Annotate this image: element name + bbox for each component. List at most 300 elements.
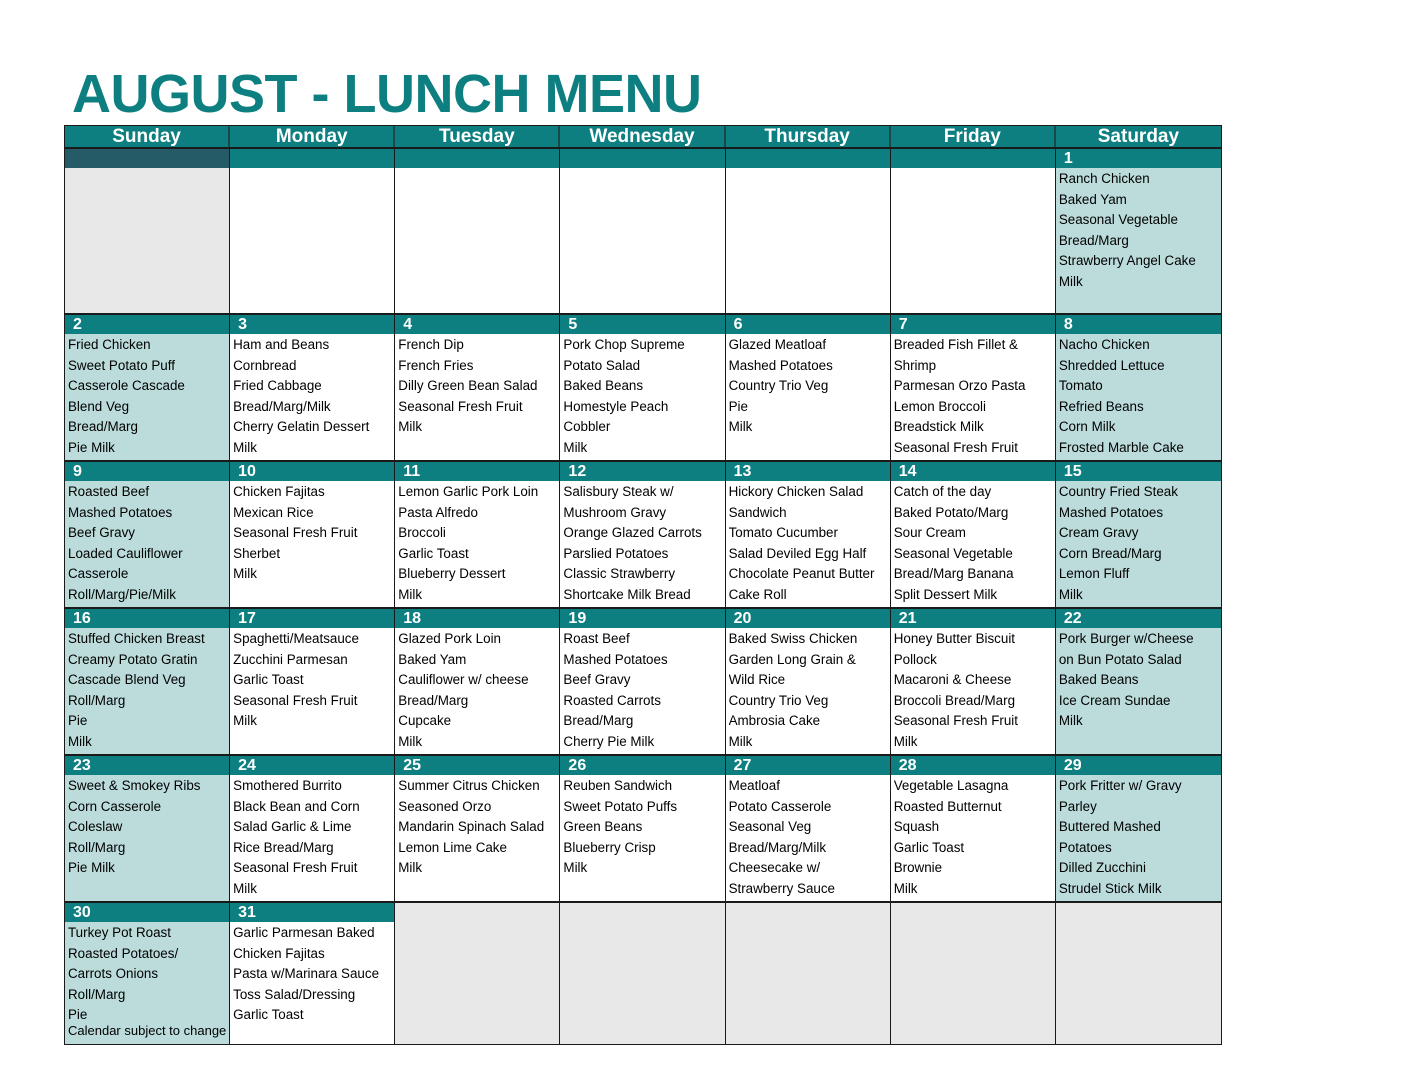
day-cell-21 bbox=[891, 609, 1056, 754]
day-cell-31 bbox=[230, 903, 395, 1044]
day-number: 28 bbox=[891, 756, 1055, 775]
menu-items bbox=[1056, 775, 1221, 901]
menu-item: Shortcake Milk Bread bbox=[563, 586, 691, 602]
weekday-header-monday: Monday bbox=[230, 126, 395, 147]
menu-item: Cornbread bbox=[233, 357, 297, 373]
menu-items bbox=[395, 168, 559, 313]
day-cell-15 bbox=[1056, 462, 1221, 607]
menu-item: Beef Gravy bbox=[563, 672, 631, 688]
menu-item: Sweet Potato Puffs bbox=[563, 798, 678, 814]
day-cell-16 bbox=[65, 609, 230, 754]
day-number: 16 bbox=[65, 609, 229, 628]
menu-item: Pasta w/Marinara Sauce bbox=[233, 966, 380, 982]
menu-item: Green Beans bbox=[563, 819, 643, 835]
day-number: 11 bbox=[395, 462, 559, 481]
menu-item: Corn Casserole bbox=[68, 798, 162, 814]
menu-item: Milk bbox=[233, 880, 257, 896]
menu-item: Mushroom Gravy bbox=[563, 504, 667, 520]
day-number: 1 bbox=[1056, 149, 1221, 168]
menu-item: Blend Veg bbox=[68, 398, 130, 414]
menu-item: Pollock bbox=[893, 651, 937, 667]
menu-item: Honey Butter Biscuit bbox=[893, 631, 1016, 646]
day-cell-3 bbox=[230, 315, 395, 460]
day-number bbox=[230, 149, 394, 168]
menu-item: Cherry Gelatin Dessert bbox=[233, 419, 370, 435]
footnote: Calendar subject to change bbox=[68, 1023, 227, 1038]
weekday-header-tuesday: Tuesday bbox=[395, 126, 560, 147]
menu-item: Bread/Marg/Milk bbox=[728, 839, 827, 855]
menu-item: Garlic Toast bbox=[893, 839, 965, 855]
day-number: 24 bbox=[230, 756, 394, 775]
menu-item: Turkey Pot Roast bbox=[68, 925, 171, 940]
menu-item: Fried Chicken bbox=[68, 337, 151, 352]
day-cell-20 bbox=[726, 609, 891, 754]
menu-item: Seasonal Vegetable bbox=[893, 545, 1013, 561]
week-row bbox=[65, 901, 1221, 1044]
day-number: 8 bbox=[1056, 315, 1221, 334]
day-cell-10 bbox=[230, 462, 395, 607]
menu-item: Seasoned Orzo bbox=[398, 798, 492, 814]
menu-item: Fried Cabbage bbox=[233, 378, 322, 394]
page-title: AUGUST - LUNCH MENU bbox=[72, 64, 702, 124]
menu-items bbox=[560, 334, 724, 460]
menu-item: Seasonal Vegetable bbox=[1058, 212, 1178, 228]
day-cell-11 bbox=[395, 462, 560, 607]
menu-item: Stuffed Chicken Breast bbox=[68, 631, 205, 646]
day-cell-26 bbox=[560, 756, 725, 901]
day-number: 15 bbox=[1056, 462, 1221, 481]
day-cell-13 bbox=[726, 462, 891, 607]
empty-day-cell bbox=[891, 903, 1056, 1044]
day-number: 4 bbox=[395, 315, 559, 334]
menu-items bbox=[560, 628, 724, 754]
menu-item: Tomato Cucumber bbox=[728, 525, 838, 541]
menu-item: Smothered Burrito bbox=[233, 778, 342, 793]
menu-item: Roll/Marg/Pie/Milk bbox=[68, 586, 176, 602]
menu-item: Refried Beans bbox=[1058, 398, 1144, 414]
menu-items bbox=[891, 334, 1055, 460]
menu-item: Squash bbox=[893, 819, 940, 835]
menu-item: Wild Rice bbox=[728, 672, 786, 688]
menu-item: Bread/Marg bbox=[398, 692, 469, 708]
empty-day-cell bbox=[726, 149, 891, 313]
menu-item: Cauliflower w/ cheese bbox=[398, 672, 529, 688]
day-number: 30 bbox=[65, 903, 229, 922]
menu-item: Salad Deviled Egg Half bbox=[728, 545, 867, 561]
menu-item: Breaded Fish Fillet & bbox=[893, 337, 1018, 352]
weekday-header-thursday: Thursday bbox=[726, 126, 891, 147]
menu-item: Zucchini Parmesan bbox=[233, 651, 348, 667]
day-number: 27 bbox=[726, 756, 890, 775]
menu-item: Casserole Cascade bbox=[68, 378, 185, 394]
menu-item: Ambrosia Cake bbox=[728, 713, 821, 729]
menu-items bbox=[891, 775, 1055, 901]
menu-items bbox=[65, 334, 229, 460]
menu-item: Roasted Beef bbox=[68, 484, 150, 499]
day-number: 10 bbox=[230, 462, 394, 481]
menu-item: Pork Chop Supreme bbox=[563, 337, 685, 352]
day-cell-14 bbox=[891, 462, 1056, 607]
day-number: 7 bbox=[891, 315, 1055, 334]
menu-item: Mashed Potatoes bbox=[728, 357, 833, 373]
menu-items bbox=[395, 334, 559, 460]
menu-items bbox=[726, 334, 890, 460]
day-number: 29 bbox=[1056, 756, 1221, 775]
menu-item: Milk bbox=[398, 733, 423, 749]
menu-item: Shrimp bbox=[893, 357, 937, 373]
day-number bbox=[726, 149, 890, 168]
menu-item: Ice Cream Sundae bbox=[1058, 692, 1171, 708]
menu-item: Seasonal Fresh Fruit bbox=[893, 439, 1018, 455]
menu-item: Corn Bread/Marg bbox=[1058, 545, 1162, 561]
menu-item: Baked Beans bbox=[1058, 672, 1139, 688]
menu-item: Sweet Potato Puff bbox=[68, 357, 175, 373]
empty-day-cell bbox=[230, 149, 395, 313]
calendar-weeks bbox=[65, 147, 1221, 1044]
menu-item: Lemon Broccoli bbox=[893, 398, 986, 414]
menu-item: Bread/Marg bbox=[1058, 232, 1129, 248]
menu-items bbox=[395, 481, 559, 607]
menu-item: Dilled Zucchini bbox=[1058, 860, 1146, 876]
weekday-header-sunday: Sunday bbox=[65, 126, 230, 147]
menu-item: Chicken Fajitas bbox=[233, 945, 325, 961]
menu-item: Baked Potato/Marg bbox=[893, 504, 1009, 520]
day-cell-12 bbox=[560, 462, 725, 607]
weekday-header-row bbox=[65, 126, 1221, 147]
empty-day-cell bbox=[726, 903, 891, 1044]
menu-item: Casserole bbox=[68, 566, 129, 582]
menu-item: Salisbury Steak w/ bbox=[563, 484, 674, 499]
day-cell-9 bbox=[65, 462, 230, 607]
menu-item: Milk bbox=[563, 860, 588, 876]
menu-items bbox=[65, 168, 229, 313]
day-number bbox=[560, 149, 724, 168]
menu-items bbox=[395, 775, 559, 901]
empty-day-cell bbox=[65, 149, 230, 313]
menu-item: Orange Glazed Carrots bbox=[563, 525, 702, 541]
menu-item: Garlic Toast bbox=[398, 545, 469, 561]
menu-items bbox=[65, 481, 229, 607]
menu-item: Baked Beans bbox=[563, 378, 644, 394]
menu-item: Blueberry Dessert bbox=[398, 566, 506, 582]
menu-item: Chocolate Peanut Butter bbox=[728, 566, 875, 582]
menu-item: Salad Garlic & Lime bbox=[233, 819, 352, 835]
menu-items bbox=[1056, 481, 1221, 607]
menu-item: Broccoli Bread/Marg bbox=[893, 692, 1016, 708]
day-number bbox=[891, 149, 1055, 168]
menu-items bbox=[1056, 628, 1221, 754]
menu-item: Mashed Potatoes bbox=[68, 504, 173, 520]
menu-item: Catch of the day bbox=[893, 484, 992, 499]
menu-item: Seasonal Veg bbox=[728, 819, 812, 835]
day-number: 31 bbox=[230, 903, 394, 922]
day-number: 6 bbox=[726, 315, 890, 334]
day-cell-28 bbox=[891, 756, 1056, 901]
menu-item: Pie Milk bbox=[68, 860, 115, 876]
menu-item: Coleslaw bbox=[68, 819, 123, 835]
menu-item: Garlic Toast bbox=[233, 672, 304, 688]
day-number: 13 bbox=[726, 462, 890, 481]
menu-item: Baked Yam bbox=[398, 651, 467, 667]
menu-item: Bread/Marg/Milk bbox=[233, 398, 331, 414]
menu-items bbox=[726, 481, 890, 607]
menu-item: Bread/Marg bbox=[68, 419, 138, 435]
menu-item: Seasonal Fresh Fruit bbox=[893, 713, 1018, 729]
day-number: 21 bbox=[891, 609, 1055, 628]
menu-item: Reuben Sandwich bbox=[563, 778, 673, 793]
menu-item: Garden Long Grain & bbox=[728, 651, 856, 667]
menu-item: Cascade Blend Veg bbox=[68, 672, 186, 688]
day-cell-22 bbox=[1056, 609, 1221, 754]
menu-item: Split Dessert Milk bbox=[893, 586, 998, 602]
day-cell-17 bbox=[230, 609, 395, 754]
menu-item: Rice Bread/Marg bbox=[233, 839, 334, 855]
empty-day-cell bbox=[891, 149, 1056, 313]
day-cell-4 bbox=[395, 315, 560, 460]
day-cell-7 bbox=[891, 315, 1056, 460]
menu-item: Breadstick Milk bbox=[893, 419, 984, 435]
menu-item: Homestyle Peach bbox=[563, 398, 669, 414]
menu-item: Strawberry Angel Cake bbox=[1058, 253, 1196, 269]
menu-item: Sour Cream bbox=[893, 525, 966, 541]
day-number: 5 bbox=[560, 315, 724, 334]
day-number: 3 bbox=[230, 315, 394, 334]
day-number: 17 bbox=[230, 609, 394, 628]
menu-item: Cherry Pie Milk bbox=[563, 733, 655, 749]
menu-item: Pork Fritter w/ Gravy bbox=[1058, 778, 1182, 793]
menu-items bbox=[891, 481, 1055, 607]
menu-item: Mashed Potatoes bbox=[1058, 504, 1164, 520]
menu-item: Milk bbox=[893, 733, 918, 749]
menu-items bbox=[65, 775, 229, 901]
menu-item: Potato Salad bbox=[563, 357, 641, 373]
menu-item: Roll/Marg bbox=[68, 692, 126, 708]
menu-item: Cheesecake w/ bbox=[728, 860, 821, 876]
menu-item: Sweet & Smokey Ribs bbox=[68, 778, 201, 793]
menu-items bbox=[230, 922, 394, 1044]
day-cell-24 bbox=[230, 756, 395, 901]
day-number: 12 bbox=[560, 462, 724, 481]
menu-item: Pasta Alfredo bbox=[398, 504, 478, 520]
menu-item: Spaghetti/Meatsauce bbox=[233, 631, 359, 646]
menu-item: Milk bbox=[68, 733, 92, 749]
day-cell-8 bbox=[1056, 315, 1221, 460]
menu-items bbox=[560, 775, 724, 901]
menu-item: Milk bbox=[728, 733, 753, 749]
menu-items bbox=[395, 628, 559, 754]
menu-items bbox=[560, 481, 724, 607]
menu-item: Bread/Marg bbox=[563, 713, 634, 729]
menu-item: Nacho Chicken bbox=[1058, 337, 1150, 352]
menu-item: Lemon Garlic Pork Loin bbox=[398, 484, 539, 499]
menu-item: Classic Strawberry bbox=[563, 566, 676, 582]
menu-item: Sherbet bbox=[233, 545, 281, 561]
menu-item: Carrots Onions bbox=[68, 966, 159, 982]
menu-items bbox=[230, 628, 394, 754]
menu-item: Milk bbox=[233, 566, 257, 582]
menu-item: Roll/Marg bbox=[68, 986, 126, 1002]
day-number: 19 bbox=[560, 609, 724, 628]
menu-item: Milk bbox=[398, 860, 423, 876]
empty-day-cell bbox=[1056, 903, 1221, 1044]
menu-item: French Fries bbox=[398, 357, 474, 373]
lunch-calendar bbox=[64, 125, 1222, 1045]
menu-item: Garlic Parmesan Baked bbox=[233, 925, 375, 940]
menu-item: Corn Milk bbox=[1058, 419, 1116, 435]
menu-items bbox=[230, 168, 394, 313]
menu-item: Cream Gravy bbox=[1058, 525, 1139, 541]
menu-item: Lemon Fluff bbox=[1058, 566, 1130, 582]
empty-day-cell bbox=[395, 149, 560, 313]
week-row bbox=[65, 607, 1221, 754]
week-row bbox=[65, 754, 1221, 901]
menu-items bbox=[726, 775, 890, 901]
menu-item: Lemon Lime Cake bbox=[398, 839, 507, 855]
menu-item: Milk bbox=[1058, 273, 1083, 289]
menu-item: Country Trio Veg bbox=[728, 378, 829, 394]
menu-item: Buttered Mashed bbox=[1058, 819, 1161, 835]
menu-item: Milk bbox=[233, 713, 257, 729]
week-row bbox=[65, 147, 1221, 313]
menu-item: Baked Yam bbox=[1058, 191, 1127, 207]
day-number: 25 bbox=[395, 756, 559, 775]
menu-item: Milk bbox=[563, 439, 588, 455]
day-number: 20 bbox=[726, 609, 890, 628]
menu-item: Ham and Beans bbox=[233, 337, 330, 352]
day-cell-6 bbox=[726, 315, 891, 460]
menu-items bbox=[726, 168, 890, 313]
menu-item: Cake Roll bbox=[728, 586, 787, 602]
day-number bbox=[65, 149, 229, 168]
week-row bbox=[65, 313, 1221, 460]
day-number: 9 bbox=[65, 462, 229, 481]
menu-item: Black Bean and Corn bbox=[233, 798, 360, 814]
menu-item: Baked Swiss Chicken bbox=[728, 631, 858, 646]
menu-item: Parslied Potatoes bbox=[563, 545, 669, 561]
day-number: 14 bbox=[891, 462, 1055, 481]
menu-items bbox=[1056, 334, 1221, 460]
menu-item: Beef Gravy bbox=[68, 525, 135, 541]
menu-item: Macaroni & Cheese bbox=[893, 672, 1012, 688]
day-number bbox=[395, 149, 559, 168]
menu-item: Ranch Chicken bbox=[1058, 171, 1150, 186]
menu-item: Bread/Marg Banana bbox=[893, 566, 1014, 582]
menu-item: Country Fried Steak bbox=[1058, 484, 1178, 499]
menu-item: Seasonal Fresh Fruit bbox=[233, 692, 358, 708]
day-number: 2 bbox=[65, 315, 229, 334]
menu-item: Milk bbox=[1058, 586, 1083, 602]
menu-item: French Dip bbox=[398, 337, 464, 352]
day-cell-29 bbox=[1056, 756, 1221, 901]
menu-item: Vegetable Lasagna bbox=[893, 778, 1009, 793]
day-number: 23 bbox=[65, 756, 229, 775]
menu-item: Roll/Marg bbox=[68, 839, 126, 855]
day-cell-25 bbox=[395, 756, 560, 901]
menu-item: Meatloaf bbox=[728, 778, 780, 793]
week-row bbox=[65, 460, 1221, 607]
menu-item: Pie Milk bbox=[68, 439, 115, 455]
menu-item: Creamy Potato Gratin bbox=[68, 651, 198, 667]
menu-item: Milk bbox=[893, 880, 918, 896]
menu-item: Hickory Chicken Salad bbox=[728, 484, 864, 499]
day-cell-19 bbox=[560, 609, 725, 754]
weekday-header-saturday: Saturday bbox=[1056, 126, 1221, 147]
menu-item: Parmesan Orzo Pasta bbox=[893, 378, 1026, 394]
day-cell-23 bbox=[65, 756, 230, 901]
menu-item: Toss Salad/Dressing bbox=[233, 986, 356, 1002]
menu-item: Loaded Cauliflower bbox=[68, 545, 183, 561]
menu-item: Seasonal Fresh Fruit bbox=[233, 525, 358, 541]
menu-items bbox=[230, 334, 394, 460]
empty-day-cell bbox=[560, 149, 725, 313]
menu-item: Pie bbox=[728, 398, 748, 414]
day-cell-1 bbox=[1056, 149, 1221, 313]
menu-item: Seasonal Fresh Fruit bbox=[233, 860, 358, 876]
menu-item: Glazed Pork Loin bbox=[398, 631, 501, 646]
menu-items bbox=[891, 168, 1055, 313]
menu-item: Pie bbox=[68, 1007, 88, 1023]
menu-item: Seasonal Fresh Fruit bbox=[398, 398, 523, 414]
menu-item: Cobbler bbox=[563, 419, 611, 435]
menu-items bbox=[65, 628, 229, 754]
menu-item: Summer Citrus Chicken bbox=[398, 778, 540, 793]
menu-item: Brownie bbox=[893, 860, 943, 876]
menu-item: Milk bbox=[398, 586, 423, 602]
empty-day-cell bbox=[560, 903, 725, 1044]
menu-item: Potato Casserole bbox=[728, 798, 832, 814]
menu-item: Mandarin Spinach Salad bbox=[398, 819, 545, 835]
menu-item: Cupcake bbox=[398, 713, 452, 729]
menu-item: Potatoes bbox=[1058, 839, 1112, 855]
menu-item: Country Trio Veg bbox=[728, 692, 829, 708]
menu-item: Shredded Lettuce bbox=[1058, 357, 1165, 373]
menu-item: Milk bbox=[398, 419, 423, 435]
menu-item: Milk bbox=[233, 439, 257, 455]
menu-items bbox=[1056, 168, 1221, 313]
menu-item: Roasted Carrots bbox=[563, 692, 661, 708]
weekday-header-wednesday: Wednesday bbox=[560, 126, 725, 147]
day-cell-18 bbox=[395, 609, 560, 754]
menu-item: Parley bbox=[1058, 798, 1097, 814]
menu-item: Glazed Meatloaf bbox=[728, 337, 827, 352]
empty-day-cell bbox=[395, 903, 560, 1044]
menu-item: Pie bbox=[68, 713, 88, 729]
menu-items bbox=[891, 628, 1055, 754]
day-cell-2 bbox=[65, 315, 230, 460]
menu-item: Roast Beef bbox=[563, 631, 630, 646]
menu-item: Milk bbox=[1058, 713, 1083, 729]
menu-item: Roasted Butternut bbox=[893, 798, 1002, 814]
menu-item: on Bun Potato Salad bbox=[1058, 651, 1182, 667]
day-cell-5 bbox=[560, 315, 725, 460]
day-cell-27 bbox=[726, 756, 891, 901]
menu-item: Mexican Rice bbox=[233, 504, 314, 520]
menu-item: Mashed Potatoes bbox=[563, 651, 668, 667]
menu-item: Tomato bbox=[1058, 378, 1103, 394]
menu-item: Strudel Stick Milk bbox=[1058, 880, 1162, 896]
menu-items bbox=[230, 481, 394, 607]
day-number: 22 bbox=[1056, 609, 1221, 628]
menu-item: Strawberry Sauce bbox=[728, 880, 835, 896]
menu-items bbox=[230, 775, 394, 901]
day-number: 18 bbox=[395, 609, 559, 628]
menu-item: Frosted Marble Cake bbox=[1058, 439, 1184, 455]
menu-item: Milk bbox=[728, 419, 753, 435]
menu-item: Chicken Fajitas bbox=[233, 484, 325, 499]
menu-item: Blueberry Crisp bbox=[563, 839, 656, 855]
menu-items bbox=[560, 168, 724, 313]
menu-item: Sandwich bbox=[728, 504, 787, 520]
